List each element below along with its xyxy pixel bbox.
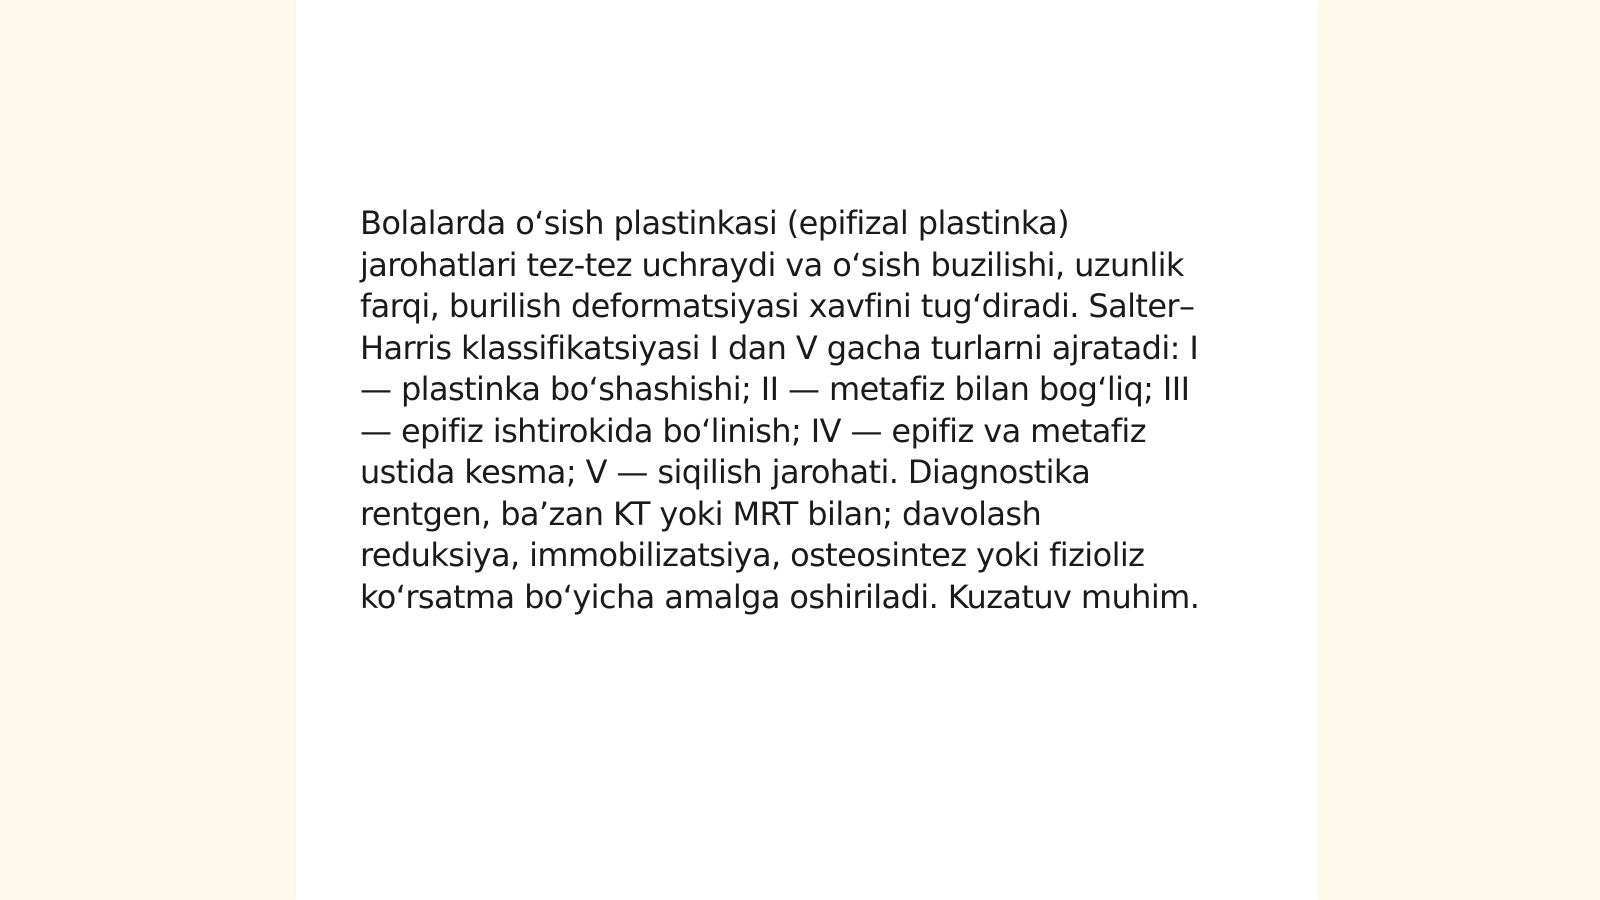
paragraph-line-8: rentgen, ba’zan KT yoki MRT bilan; davolash	[360, 494, 1042, 533]
paragraph-line-9: reduksiya, immobilizatsiya, osteosintez yoki fizioliz	[360, 536, 1145, 574]
paragraph-line-7: ustida kesma; V — siqilish jarohati. Diagnostika	[360, 453, 1091, 491]
body-paragraph	[360, 203, 1260, 618]
paragraph-line-5: — plastinka bo‘shashishi; II — metafiz bilan bog‘liq; III	[360, 370, 1190, 408]
paragraph-line-3: farqi, burilish deformatsiyasi xavfini tug‘diradi. Salter–	[360, 287, 1195, 325]
paragraph-line-2: jarohatlari tez-tez uchraydi va o‘sish buzilishi, uzunlik	[360, 245, 1184, 284]
paragraph-line-6: — epifiz ishtirokida bo‘linish; IV — epifiz va metafiz	[360, 411, 1146, 450]
paragraph-line-1: Bolalarda o‘sish plastinkasi (epifizal plastinka)	[360, 204, 1070, 242]
paragraph-line-10: ko‘rsatma bo‘yicha amalga oshiriladi. Kuzatuv muhim.	[360, 577, 1200, 616]
paragraph-line-4: Harris klassifikatsiyasi I dan V gacha turlarni ajratadi: I	[360, 328, 1199, 367]
document-page	[296, 0, 1318, 900]
